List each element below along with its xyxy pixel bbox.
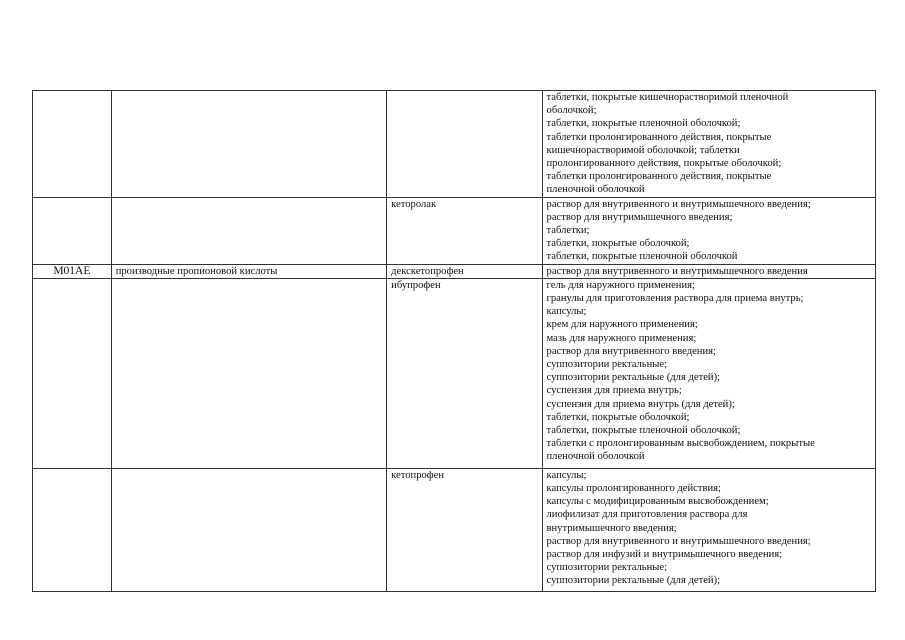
dosage-form-line: суппозитории ректальные; [546,359,668,371]
dosage-form-line: капсулы; [546,469,587,481]
table-row [33,91,876,198]
dosage-form-line: капсулы пролонгированного действия; [546,483,721,495]
dosage-form-line: суппозитории ректальные; [546,562,668,574]
dosage-form-line: таблетки, покрытые кишечнорастворимой пленочной [546,92,789,103]
dosage-form-line: суппозитории ректальные (для детей); [546,575,721,587]
dosage-form-line: суспензия для приема внутрь (для детей); [546,398,735,410]
dosage-form-line: суппозитории ректальные (для детей); [546,372,721,384]
dosage-form-line: лиофилизат для приготовления раствора для [546,509,748,521]
dosage-form-line: пленочной оболочкой [546,184,645,196]
dosage-forms-cell [542,91,875,198]
dosage-form-line: пролонгированного действия, покрытые оболочкой; [546,158,782,170]
group-name-cell [111,197,386,264]
dosage-forms-cell [542,197,875,264]
table-row [33,468,876,591]
dosage-form-line: таблетки, покрытые пленочной оболочкой; [546,425,741,437]
atc-code-cell: M01AE [33,264,112,278]
dosage-form-line: таблетки пролонгированного действия, покрытые [546,171,772,183]
dosage-form-line: капсулы с модифицированным высвобождением; [546,496,769,508]
dosage-form-line: гранулы для приготовления раствора для приема внутрь; [546,293,804,305]
atc-code-cell [33,197,112,264]
drug-table-body [33,91,876,592]
drug-name-cell: декскетопрофен [387,264,542,278]
dosage-form-line: раствор для внутривенного и внутримышечного введения [546,265,808,277]
dosage-form-line: таблетки с пролонгированным высвобождением, покрытые [546,438,815,450]
dosage-form-line: раствор для внутривенного введения; [546,345,716,357]
group-name-cell [111,278,386,468]
group-name-cell [111,468,386,591]
atc-code-cell [33,278,112,468]
dosage-form-line: раствор для внутривенного и внутримышечного введения; [546,198,811,210]
dosage-form-line: внутримышечного введения; [546,522,677,534]
dosage-form-line: таблетки, покрытые оболочкой; [546,238,690,250]
table-row [33,278,876,468]
drug-table [32,90,876,592]
dosage-form-line: таблетки, покрытые пленочной оболочкой; [546,118,741,130]
drug-name-cell: ибупрофен [387,278,542,468]
dosage-form-line: гель для наружного применения; [546,279,695,291]
dosage-form-line: капсулы; [546,306,587,318]
dosage-form-line: кишечнорастворимой оболочкой; таблетки [546,144,740,156]
atc-code-cell [33,91,112,198]
dosage-form-line: пленочной оболочкой [546,451,645,463]
dosage-form-line: оболочкой; [546,105,597,117]
dosage-form-line: раствор для внутримышечного введения; [546,211,733,223]
dosage-form-line: мазь для наружного применения; [546,332,697,344]
dosage-forms-cell [542,278,875,468]
group-name-cell [111,91,386,198]
dosage-form-line: суспензия для приема внутрь; [546,385,682,397]
dosage-forms-cell [542,468,875,591]
dosage-form-line: таблетки пролонгированного действия, покрытые [546,131,772,143]
dosage-form-line: таблетки, покрытые пленочной оболочкой [546,251,738,263]
dosage-form-line: крем для наружного применения; [546,319,698,331]
dosage-form-line: раствор для внутривенного и внутримышечного введения; [546,535,811,547]
atc-code-cell [33,468,112,591]
dosage-form-line: таблетки, покрытые оболочкой; [546,411,690,423]
drug-name-cell [387,91,542,198]
dosage-form-line: таблетки; [546,225,590,237]
drug-name-cell: кеторолак [387,197,542,264]
table-row [33,197,876,264]
dosage-form-line: раствор для инфузий и внутримышечного введения; [546,549,783,561]
group-name-cell: производные пропионовой кислоты [111,264,386,278]
table-row [33,264,876,278]
dosage-forms-cell [542,264,875,278]
drug-name-cell: кетопрофен [387,468,542,591]
